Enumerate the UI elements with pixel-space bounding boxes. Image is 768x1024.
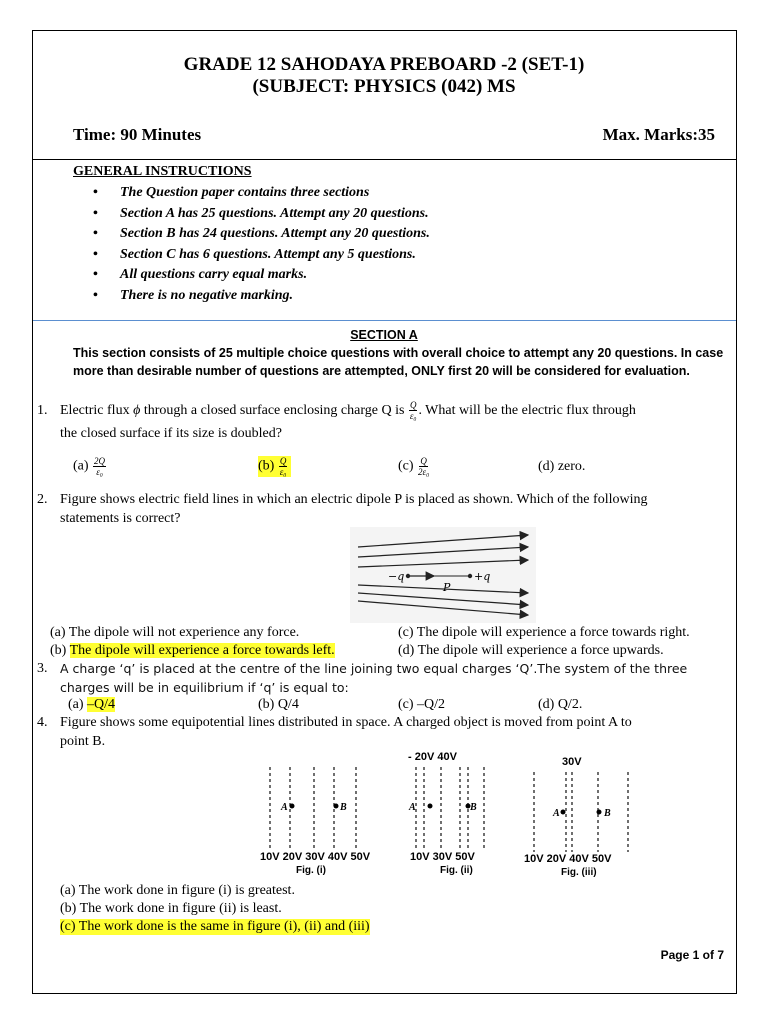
page-number: Page 1 of 7 — [660, 948, 724, 962]
q4-number: 4. — [37, 715, 48, 730]
q2-option-b-answer: (b) The dipole will experience a force towards left. — [50, 643, 335, 658]
q2-number: 2. — [37, 492, 48, 507]
q2-option-d: (d) The dipole will experience a force upwards. — [398, 643, 664, 658]
fig2-voltages: 10V 30V 50V — [410, 851, 475, 863]
q2-text-line2: statements is correct? — [60, 511, 181, 526]
q4-option-b: (b) The work done in figure (ii) is least. — [60, 901, 282, 916]
q4-text-line2: point B. — [60, 734, 106, 749]
q3-text-line1: A charge ‘q’ is placed at the centre of the line joining two equal charges ‘Q’.The system of the three — [60, 661, 688, 676]
dipole-label: P — [443, 581, 451, 594]
fraction: $\frac{Q}{\text{ε₀}}$ — [409, 400, 417, 422]
fig2-top-voltages: - 20V 40V — [408, 751, 457, 763]
point-b-marker — [597, 810, 602, 815]
point-a-marker — [290, 804, 295, 809]
q2-text-line1: Figure shows electric field lines in which an electric dipole P is placed as shown. Which of the following — [60, 492, 648, 507]
q2-option-a: (a) The dipole will not experience any force. — [50, 625, 300, 640]
point-b-label: B — [604, 808, 611, 819]
instruction-item: • The Question paper contains three sections — [93, 183, 430, 204]
point-a-label: A — [553, 808, 560, 819]
q3-option-d: (d) Q/2. — [538, 697, 583, 712]
q3-option-c: (c) –Q/2 — [398, 697, 446, 712]
q1-number: 1. — [37, 403, 48, 418]
neg-charge-label: −q — [388, 570, 405, 583]
point-a-label: A — [281, 802, 288, 813]
instruction-item: • Section C has 6 questions. Attempt any 5 questions. — [93, 245, 430, 266]
q2-option-c: (c) The dipole will experience a force towards right. — [398, 625, 690, 640]
point-b-label: B — [340, 802, 347, 813]
point-b-marker — [334, 804, 339, 809]
section-a-title: SECTION A — [350, 328, 418, 342]
q1-option-a: (a) $\frac{2Q}{\text{ε₀}}$ — [73, 456, 106, 477]
point-b-label: B — [470, 802, 477, 813]
fig2-caption: Fig. (ii) — [440, 865, 473, 876]
instruction-item: • Section B has 24 questions. Attempt any 20 questions. — [93, 224, 430, 245]
q1-option-c: (c) $\frac{Q}{\text{2ε₀}}$ — [398, 456, 430, 477]
paper-title: GRADE 12 SAHODAYA PREBOARD -2 (SET-1) — [183, 54, 585, 75]
fig3-voltages: 10V 20V 40V 50V — [524, 853, 612, 865]
instructions-heading: GENERAL INSTRUCTIONS — [73, 164, 252, 179]
header-divider — [33, 159, 736, 160]
q1-text: Electric flux ϕ through a closed surface enclosing charge Q is $\frac{Q}{\text{ε₀}}$ . What will be the electric flux through — [60, 400, 636, 422]
instruction-item: • Section A has 25 questions. Attempt any 20 questions. — [93, 204, 430, 225]
q3-number: 3. — [37, 661, 48, 676]
equipotential-figure-1 — [255, 765, 375, 853]
section-a-description: This section consists of 25 multiple choice questions with overall choice to attempt any 20 questions. In case more than desirable number of questions are attempted, ONLY first 20 will be considered for evaluation. — [73, 346, 724, 378]
max-marks-label: Max. Marks:35 — [602, 125, 715, 144]
fig3-caption: Fig. (iii) — [561, 867, 597, 878]
fig1-voltages: 10V 20V 30V 40V 50V — [260, 851, 371, 863]
equipotential-figure-2 — [400, 765, 510, 853]
q4-option-c-answer: (c) The work done is the same in figure (i), (ii) and (iii) — [60, 919, 370, 934]
fig1-caption: Fig. (i) — [296, 865, 326, 876]
time-label: Time: 90 Minutes — [73, 125, 202, 144]
instructions-list — [93, 183, 430, 306]
positive-charge — [468, 574, 472, 578]
field-lines-figure — [350, 527, 536, 623]
q1-text-line2: the closed surface if its size is doubled? — [60, 426, 282, 441]
point-a-label: A — [409, 802, 416, 813]
q3-option-a-answer: (a) –Q/4 — [68, 697, 116, 712]
instruction-item: • There is no negative marking. — [93, 286, 430, 307]
q1-option-b-answer: (b) $\frac{Q}{\text{ε₀}}$ — [258, 456, 291, 477]
q1-option-d: (d) zero. — [538, 459, 586, 474]
instruction-item: • All questions carry equal marks. — [93, 265, 430, 286]
negative-charge — [406, 574, 410, 578]
q4-option-a: (a) The work done in figure (i) is greatest. — [60, 883, 295, 898]
point-a-marker — [561, 810, 566, 815]
subject-title: (SUBJECT: PHYSICS (042) MS — [252, 76, 516, 97]
q3-option-b: (b) Q/4 — [258, 697, 299, 712]
instructions-divider — [33, 320, 736, 321]
point-a-marker — [428, 804, 433, 809]
fig3-top-voltage: 30V — [562, 756, 582, 768]
q3-text-line2: charges will be in equilibrium if ‘q’ is equal to: — [60, 680, 349, 695]
q4-text-line1: Figure shows some equipotential lines distributed in space. A charged object is moved from point A to — [60, 715, 632, 730]
equipotential-figure-3 — [520, 770, 640, 854]
pos-charge-label: +q — [474, 570, 491, 583]
